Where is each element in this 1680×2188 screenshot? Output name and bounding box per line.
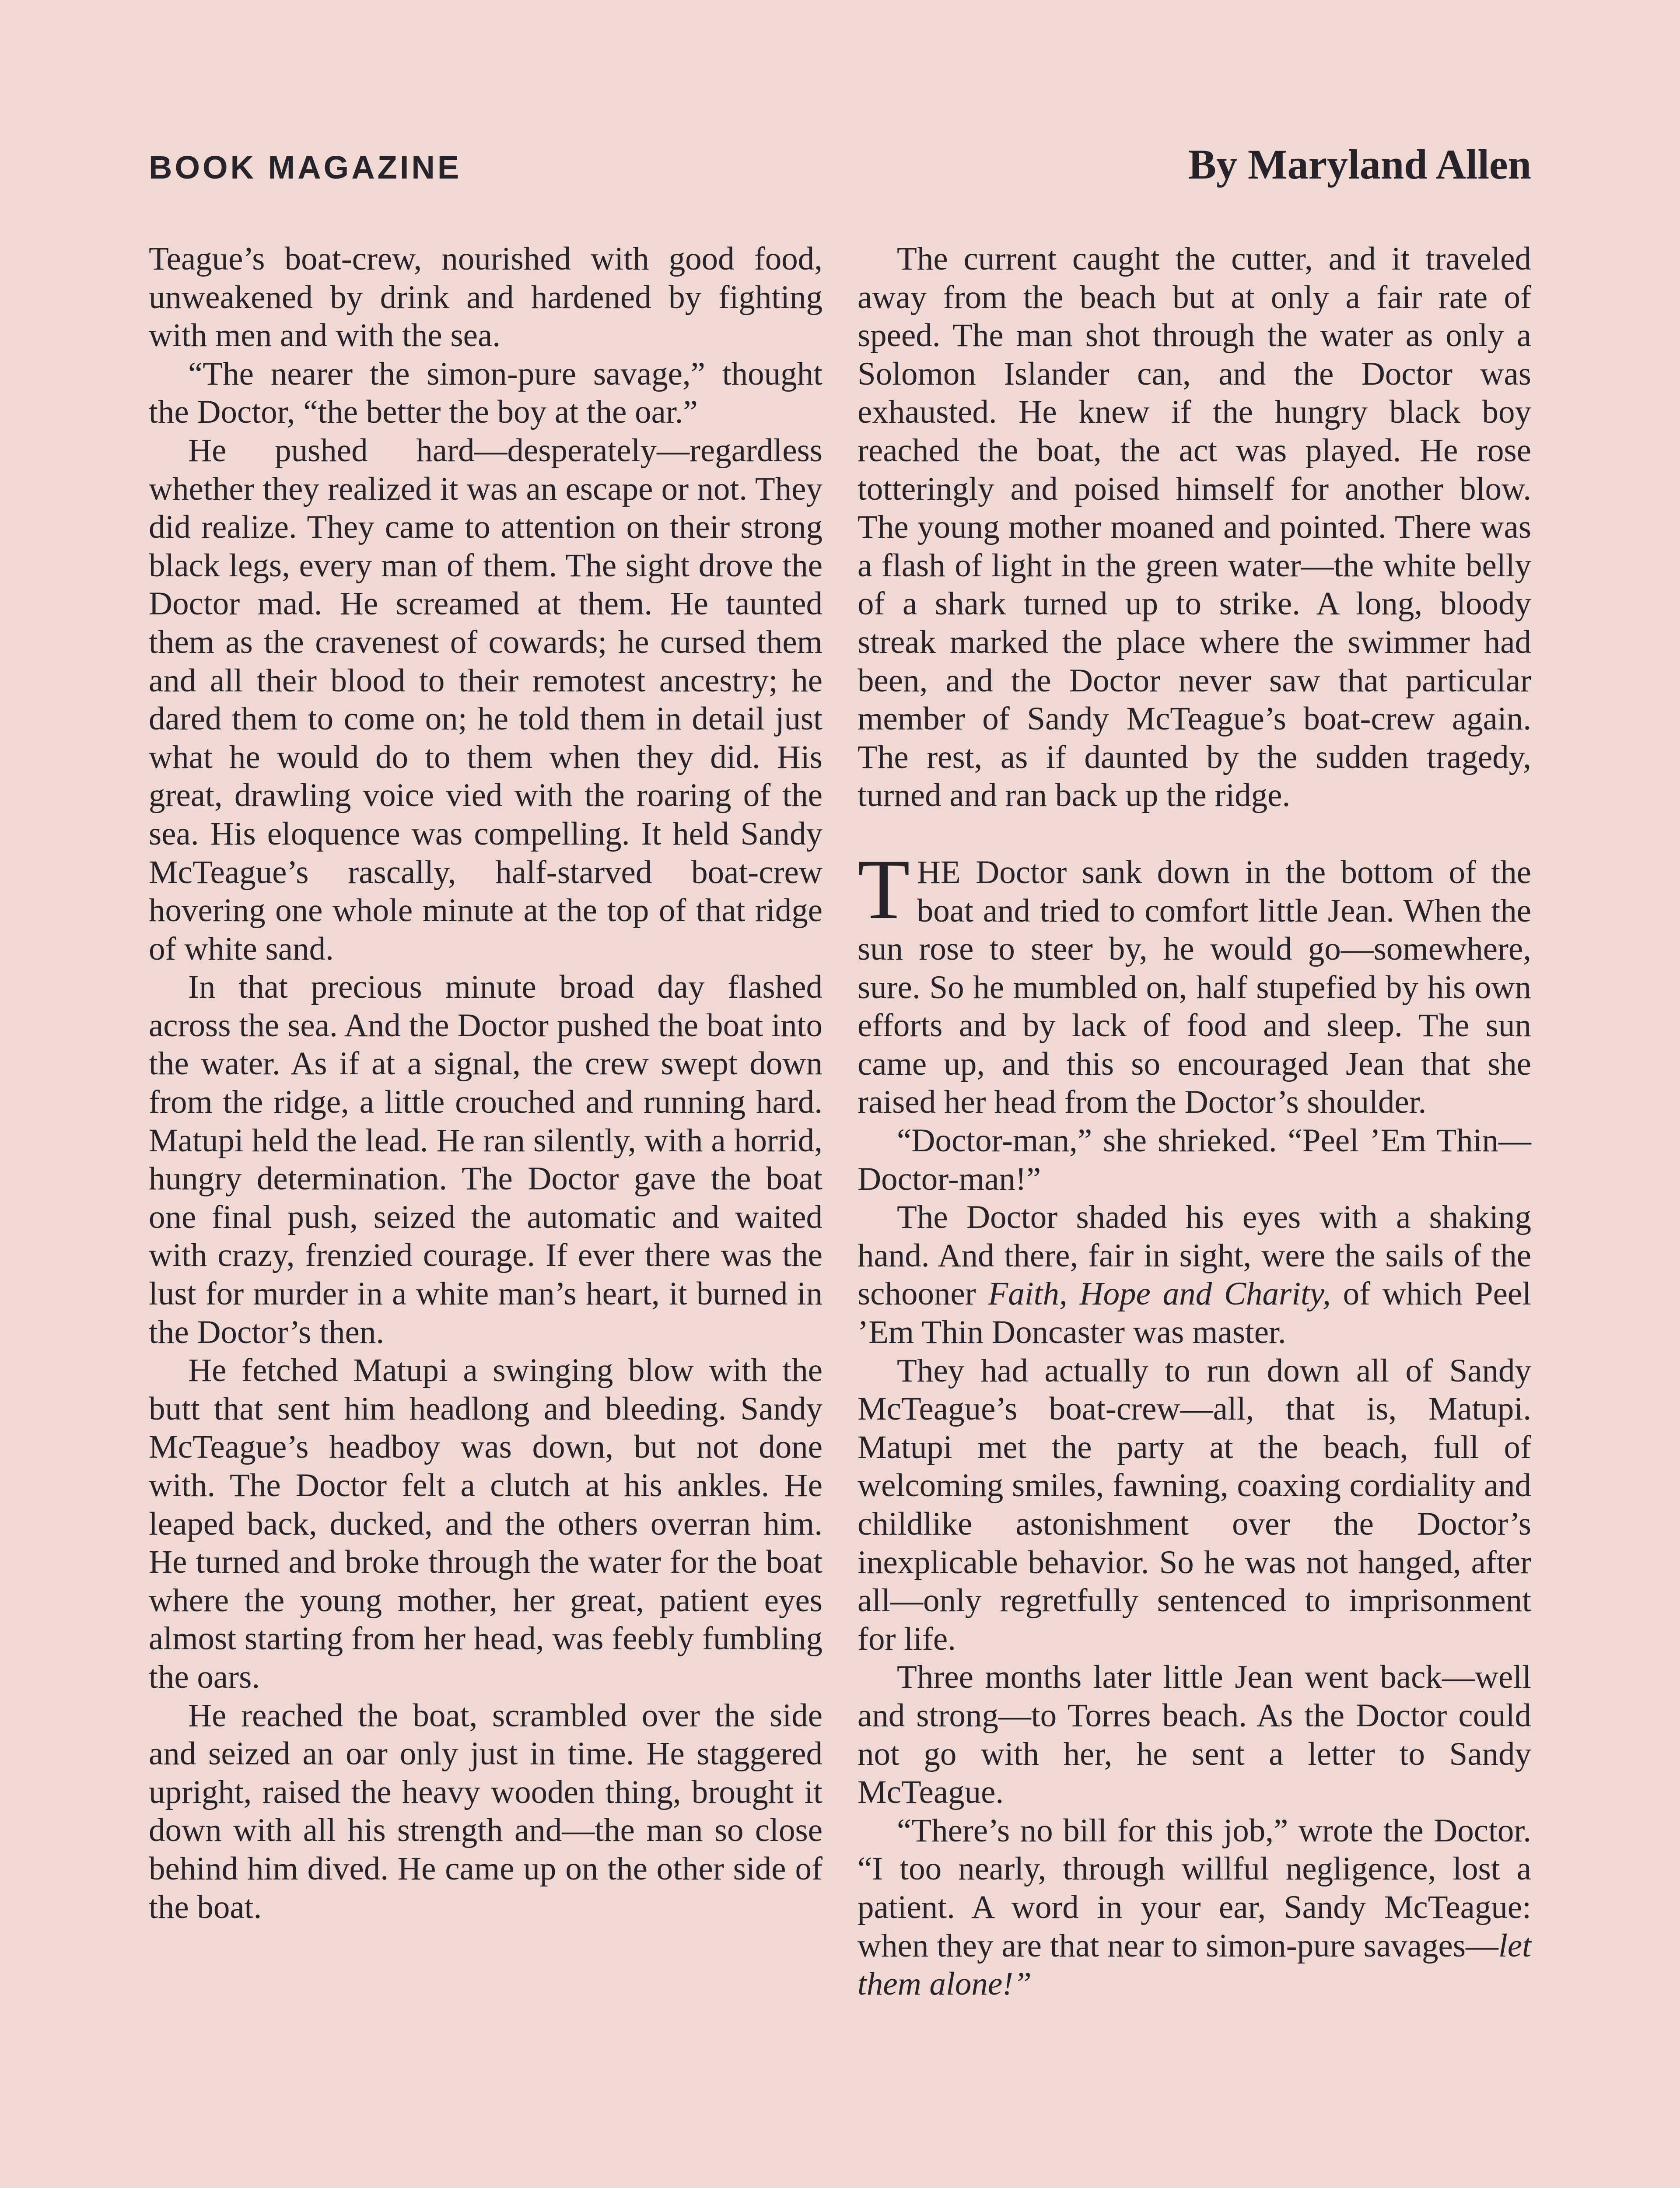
left-column: [149, 240, 822, 1926]
author-byline: By Maryland Allen: [1188, 141, 1531, 188]
paragraph: The current caught the cutter, and it traveled away from the beach but at only a fair rate of speed. The man shot through the water as only a Solomon Islander can, and the Doctor was exhausted. He knew if the hungry black boy reached the boat, the act was played. He rose totteringly and poised himself for another blow. The young mother moaned and pointed. There was a flash of light in the green water—the white belly of a shark turned up to strike. A long, bloody streak marked the place where the swimmer had been, and the Doctor never saw that particular member of Sandy McTeague’s boat-crew again. The rest, as if daunted by the sudden tragedy, turned and ran back up the ridge.: [858, 241, 1531, 814]
section-opening-paragraph: [858, 842, 1531, 1122]
paragraph: They had actually to run down all of Sandy McTeague’s boat-crew—all, that is, Matupi. Matupi met the party at the beach, full of welcoming smiles, fawning, coaxing cordiality and childlike astonishment over the Doctor’s inexplicable behavior. So he was not hanged, after all—only regretfully sentenced to imprisonment for life.: [858, 1352, 1531, 1657]
schooner-name: Faith, Hope and Charity,: [988, 1276, 1331, 1312]
paragraph: In that precious minute broad day flashed across the sea. And the Doctor pushed the boat into the water. As if at a signal, the crew swept down from the ridge, a little crouched and running hard. Matupi held the lead. He ran silently, with a horrid, hungry determination. The Doctor gave the boat one final push, seized the automatic and waited with crazy, frenzied courage. If ever there was the lust for murder in a white man’s heart, it burned in the Doctor’s then.: [149, 969, 822, 1350]
paragraph-text: of which Peel ’Em Thin Doncaster was master.: [858, 1276, 1531, 1351]
right-column: [858, 240, 1531, 2003]
paragraph-text: HE Doctor sank down in the bottom of the boat and tried to comfort little Jean. When the sun rose to steer by, he would go—somewhere, sure. So he mumbled on, half stupefied by his own efforts and by lack of food and sleep. The sun came up, and this so encouraged Jean that she raised her head from the Doctor’s shoulder.: [858, 854, 1531, 1121]
paragraph-text: The Doctor shaded his eyes with a shaking hand. And there, fair in sight, were the sails of the schooner: [858, 1199, 1531, 1312]
paragraph: “Doctor-man,” she shrieked. “Peel ’Em Thin—Doctor-man!”: [858, 1122, 1531, 1197]
paragraph: He fetched Matupi a swinging blow with the butt that sent him headlong and bleeding. Sandy McTeague’s headboy was down, but not done with. The Doctor felt a clutch at his ankles. He leaped back, ducked, and the others overran him. He turned and broke through the water for the boat where the young mother, her great, patient eyes almost starting from her head, was feebly fumbling the oars.: [149, 1352, 822, 1695]
paragraph: [858, 1198, 1531, 1351]
paragraph-text: “There’s no bill for this job,” wrote the Doctor. “I too nearly, through willful negligence, lost a patient. A word in your ear, Sandy McTeague: when they are that near to simon-pure savages—: [858, 1812, 1531, 1964]
paragraph: Teague’s boat-crew, nourished with good food, unweakened by drink and hardened by fighting with men and with the sea.: [149, 241, 822, 354]
running-header: [149, 140, 1531, 193]
paragraph: [858, 1812, 1531, 2003]
paragraph: Three months later little Jean went back—well and strong—to Torres beach. As the Doctor could not go with her, he sent a letter to Sandy McTeague.: [858, 1659, 1531, 1811]
paragraph: He reached the boat, scrambled over the side and seized an oar only just in time. He staggered upright, raised the heavy wooden thing, brought it down with all his strength and—the man so close behind him dived. He came up on the other side of the boat.: [149, 1697, 822, 1925]
drop-cap: T: [858, 842, 910, 937]
paragraph: “The nearer the simon-pure savage,” thought the Doctor, “the better the boy at the oar.”: [149, 355, 822, 431]
closing-emphasis: let them alone!”: [858, 1927, 1531, 2002]
publication-name: BOOK MAGAZINE: [149, 149, 462, 186]
paragraph: He pushed hard—desperately—regardless whether they realized it was an escape or not. They did realize. They came to attention on their strong black legs, every man of them. The sight drove the Doctor mad. He screamed at them. He taunted them as the cravenest of cowards; he cursed them and all their blood to their remotest ancestry; he dared them to come on; he told them in detail just what he would do to them when they did. His great, drawling voice vied with the roaring of the sea. His eloquence was compelling. It held Sandy McTeague’s rascally, half-starved boat-crew hovering one whole minute at the top of that ridge of white sand.: [149, 432, 822, 967]
